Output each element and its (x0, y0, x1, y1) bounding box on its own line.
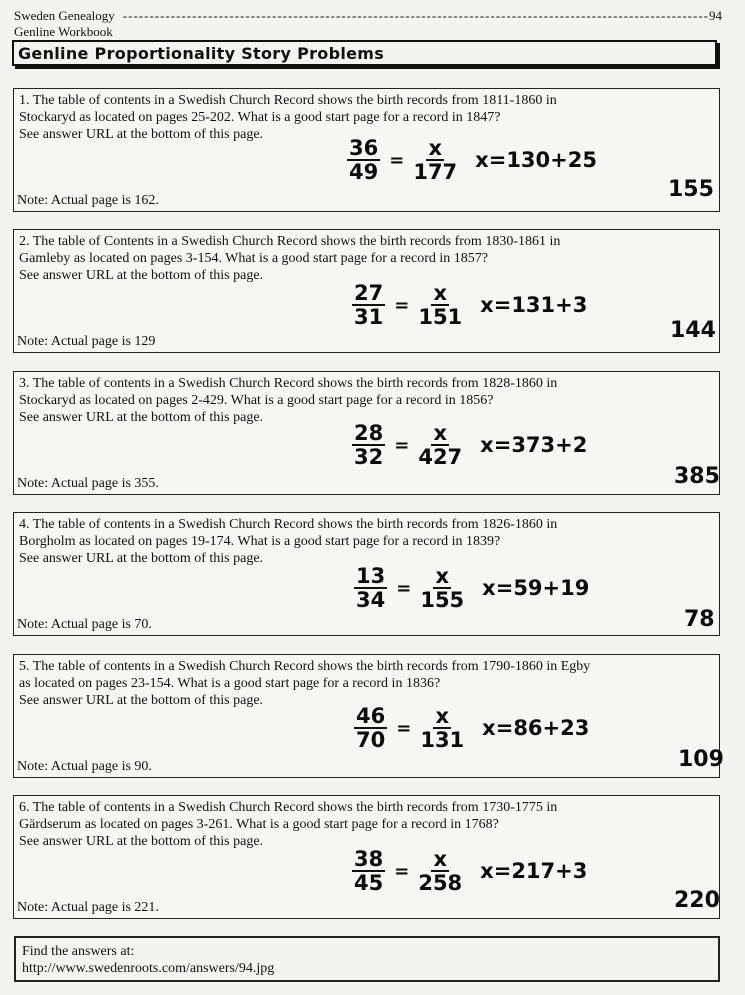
problem-text (19, 375, 709, 426)
variable-fraction: $\frac{x}{151}$ (418, 281, 463, 329)
book-title: Sweden Genealogy Genline Workbook (14, 8, 115, 39)
handwritten-work: $\frac{46}{70}$ = $\frac{x}{131}$ x=86+23 (356, 704, 590, 752)
problem-line: 5. The table of contents in a Swedish Church Record shows the birth records from 1790-1860 in Egby (19, 659, 591, 674)
answers-url[interactable]: http://www.swedenroots.com/answers/94.jpg (22, 961, 275, 976)
problem-line: See answer URL at the bottom of this page. (19, 268, 264, 283)
actual-page-note: Note: Actual page is 129 (17, 334, 156, 349)
ratio-fraction: $\frac{28}{32}$ (354, 421, 384, 469)
variable-fraction: $\frac{x}{131}$ (420, 704, 465, 752)
problem-2 (13, 229, 720, 353)
variable-fraction: $\frac{x}{177}$ (413, 136, 458, 184)
handwritten-answer: 155 (668, 177, 714, 202)
variable-fraction: $\frac{x}{258}$ (418, 847, 463, 895)
handwritten-answer: 385 (674, 464, 720, 489)
actual-page-note: Note: Actual page is 90. (17, 759, 152, 774)
problem-line: Stockaryd as located on pages 2-429. What is a good start page for a record in 1856? (19, 393, 494, 408)
problem-line: See answer URL at the bottom of this page. (19, 834, 264, 849)
handwritten-answer: 109 (678, 747, 724, 772)
handwritten-work: $\frac{27}{31}$ = $\frac{x}{151}$ x=131+3 (354, 281, 588, 329)
problem-line: as located on pages 23-154. What is a good start page for a record in 1836? (19, 676, 441, 691)
solution-expression: x=217+3 (480, 859, 588, 883)
variable-fraction: $\frac{x}{427}$ (418, 421, 463, 469)
actual-page-note: Note: Actual page is 162. (17, 193, 159, 208)
solution-expression: x=130+25 (475, 148, 597, 172)
solution-expression: x=86+23 (482, 716, 590, 740)
handwritten-work: $\frac{36}{49}$ = $\frac{x}{177}$ x=130+25 (349, 136, 597, 184)
variable-fraction: $\frac{x}{155}$ (420, 564, 465, 612)
solution-expression: x=373+2 (480, 433, 588, 457)
solution-expression: x=59+19 (482, 576, 590, 600)
problem-line: See answer URL at the bottom of this page. (19, 127, 264, 142)
section-title: Genline Proportionality Story Problems (18, 43, 385, 63)
problem-line: 2. The table of Contents in a Swedish Church Record shows the birth records from 1830-1861 in (19, 234, 561, 249)
actual-page-note: Note: Actual page is 355. (17, 476, 159, 491)
problem-line: See answer URL at the bottom of this page. (19, 693, 264, 708)
header-dashes: -------------------------------------------------------------------------------------------------------------- (122, 8, 709, 23)
handwritten-work: $\frac{13}{34}$ = $\frac{x}{155}$ x=59+19 (356, 564, 590, 612)
problem-line: See answer URL at the bottom of this page. (19, 551, 264, 566)
section-title-box (12, 40, 717, 66)
problem-line: Gärdserum as located on pages 3-261. What is a good start page for a record in 1768? (19, 817, 499, 832)
problem-text (19, 233, 709, 284)
problem-line: 6. The table of contents in a Swedish Church Record shows the birth records from 1730-1775 in (19, 800, 558, 815)
problem-text (19, 516, 709, 567)
problem-text (19, 799, 709, 850)
problem-line: Stockaryd as located on pages 25-202. What is a good start page for a record in 1847? (19, 110, 501, 125)
problem-line: Gamleby as located on pages 3-154. What is a good start page for a record in 1857? (19, 251, 488, 266)
actual-page-note: Note: Actual page is 70. (17, 617, 152, 632)
problem-line: 1. The table of contents in a Swedish Church Record shows the birth records from 1811-1860 in (19, 93, 557, 108)
problem-4 (13, 512, 720, 636)
problem-1 (13, 88, 720, 212)
ratio-fraction: $\frac{13}{34}$ (356, 564, 386, 612)
problem-6 (13, 795, 720, 919)
ratio-fraction: $\frac{36}{49}$ (349, 136, 379, 184)
problem-3 (13, 371, 720, 495)
page-header (14, 8, 722, 39)
actual-page-note: Note: Actual page is 221. (17, 900, 159, 915)
ratio-fraction: $\frac{46}{70}$ (356, 704, 386, 752)
page-number: 94 (709, 8, 722, 23)
problem-line: Borgholm as located on pages 19-174. What is a good start page for a record in 1839? (19, 534, 501, 549)
footer-label: Find the answers at: (22, 944, 135, 959)
ratio-fraction: $\frac{27}{31}$ (354, 281, 384, 329)
handwritten-answer: 144 (670, 318, 716, 343)
handwritten-work: $\frac{38}{45}$ = $\frac{x}{258}$ x=217+3 (354, 847, 588, 895)
handwritten-work: $\frac{28}{32}$ = $\frac{x}{427}$ x=373+2 (354, 421, 588, 469)
solution-expression: x=131+3 (480, 293, 588, 317)
problem-line: See answer URL at the bottom of this page. (19, 410, 264, 425)
problem-line: 4. The table of contents in a Swedish Church Record shows the birth records from 1826-1860 in (19, 517, 558, 532)
ratio-fraction: $\frac{38}{45}$ (354, 847, 384, 895)
problem-text (19, 658, 709, 709)
answers-footer (14, 936, 720, 982)
problem-line: 3. The table of contents in a Swedish Church Record shows the birth records from 1828-1860 in (19, 376, 558, 391)
handwritten-answer: 78 (684, 607, 715, 632)
problem-5 (13, 654, 724, 778)
handwritten-answer: 220 (674, 888, 720, 913)
